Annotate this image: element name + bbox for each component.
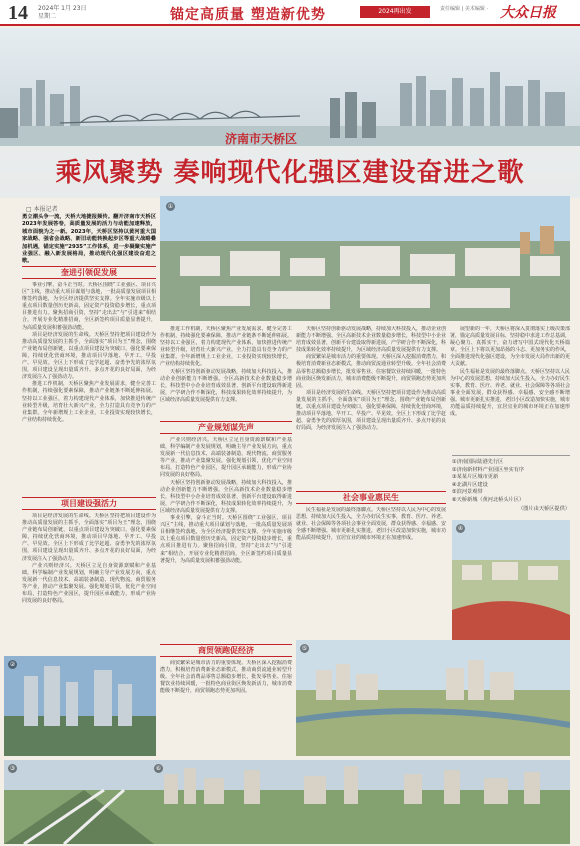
newspaper-logo: 大众日报	[500, 5, 556, 21]
caption-item: ①济南国际陆港先行区	[452, 459, 504, 465]
column-text: 民生福祉是发展的最终落脚点。天桥区坚持以人民为中心的发展思想，持续加大民生投入，全力办好民生实事，教育、医疗、养老、就业、社会保障等各项社会事业全面发展，群众获得感、幸福感、安全感不断增强。城市更新扎实推进，老旧小区改造加快实施，城市功能品质持续提升，宜居宜业的城市环境正在加速形成。	[296, 507, 446, 542]
page-number: 14	[8, 2, 28, 24]
section-heading-3: 产业规划谋先声	[160, 421, 292, 434]
gallery-number: ③	[9, 765, 16, 772]
column-text: 推进工作机制，天桥区聚焦产业发展需求，健全完善工作机制，持续强化要素保障，推动产业链条不断延伸拓展。坚持以工业强区，着力构建现代产业体系，加快推进传统产业转型升级，培育壮大新兴产业，全力打造具有竞争力的产业集群。全年新增规上工业企业，工业投资实现较快增长，产业结构持续优化。	[160, 326, 292, 368]
column-text: 商贸繁荣是城市活力的重要体现。天桥区深入挖掘消费潜力，积极培育消费新业态新模式，推动商贸流通业转型升级。全年社会消费品零售总额稳步增长，批发零售业、住宿餐饮业持续回暖，一批特色商业街区焕发新活力，城市消费能级不断提升，商贸领跑态势更加巩固。	[160, 660, 292, 695]
masthead	[0, 0, 580, 26]
article-column-3a	[296, 326, 446, 486]
reporter-byline: □ 本报记者	[26, 206, 58, 213]
gallery-number: ②	[9, 661, 16, 668]
photo-new-district	[296, 640, 570, 756]
article-column-4	[450, 326, 570, 452]
caption-item: ②济南新材料产业园区坐实有序	[452, 466, 525, 473]
caption-item: ③某某片区城市更新	[452, 474, 499, 480]
photo-caption-box	[452, 455, 570, 514]
column-text: 项目是经济发展的生命线。天桥区坚持把项目建设作为推动高质量发展的主抓手，全面落实“项目为王”理念，围绕产业链布局创新链，以重点项目建设为突破口，强化要素保障，持续优化营商环境，推动项目早落地、早开工、早投产、早见效。全区上下形成了比学赶超、奋勇争先的浓厚氛围，项目建设呈现出量质齐升、多点开花的良好局面，为经济发展注入了强劲动力。	[22, 331, 156, 381]
caption-item: ⑥天桥新城（黄河北桥头片区）	[452, 496, 525, 503]
article-column-2b	[160, 437, 292, 639]
photo-city-towers	[4, 656, 156, 756]
issue-date: 2024年 1月 23日	[38, 5, 87, 12]
gallery-number: ⑥	[155, 765, 162, 772]
hero-banner	[0, 28, 580, 198]
section-heading-5: 社会事业惠民生	[296, 491, 446, 504]
column-text: 产业兴则经济兴。天桥区立足自身资源禀赋和产业基础，科学编制产业发展规划，明确主导产业发展方向，重点发展新一代信息技术、高端装备制造、现代物流、商贸服务等产业，推动产业集聚发展。强化规划引领，优化产业空间布局，打造特色产业园区，提升园区承载能力，形成产业协同发展的良好格局。	[160, 437, 292, 479]
section-heading-2: 项目建设强活力	[22, 497, 156, 510]
column-text: 商贸繁荣是城市活力的重要体现。天桥区深入挖掘消费潜力，积极培育消费新业态新模式，推动商贸流通业转型升级。全年社会消费品零售总额稳步增长，批发零售业、住宿餐饮业持续回暖，一批特色商业街区焕发新活力，城市消费能级不断提升，商贸领跑态势更加巩固。	[296, 354, 446, 389]
column-text: 天桥区坚持创新驱动发展战略，持续加大科技投入，推动企业创新能力不断增强。全区高新技术企业数量稳步增长，科技型中小企业培育成效显著，创新平台建设取得新进展，产学研合作不断深化，科技成果转化效率持续提升，为区域经济高质量发展提供有力支撑。	[160, 368, 292, 403]
column-text: 展望新的一年，天桥区将深入贯彻落实上级决策部署，锚定高质量发展目标，坚持稳中求进工作总基调，凝心聚力、真抓实干，奋力谱写中国式现代化天桥篇章。全区上下将以更加昂扬的斗志、更加务实的作风，全面推进现代化强区建设，为全市发展大局作出新的更大贡献。	[450, 326, 570, 368]
article-column-1a	[22, 282, 156, 492]
gallery-number: ⑤	[301, 645, 308, 652]
article-column-2a	[160, 326, 292, 424]
column-text: 项目是经济发展的生命线。天桥区坚持把项目建设作为推动高质量发展的主抓手，全面落实“项目为王”理念，围绕产业链布局创新链，以重点项目建设为突破口，强化要素保障，持续优化营商环境，推动项目早落地、早开工、早投产、早见效。全区上下形成了比学赶超、奋勇争先的浓厚氛围，项目建设呈现出量质齐升、多点开花的良好局面，为经济发展注入了强劲动力。	[296, 389, 446, 432]
article-column-2c	[160, 660, 292, 756]
caption-credit: （图片由天桥区提供）	[518, 506, 570, 512]
page-slogan: 锚定高质量 塑造新优势	[170, 7, 326, 23]
editor-credit: 责任编辑 | 美术编辑 ·	[440, 6, 489, 12]
column-text: 事业引擎，奋斗正当时。天桥区围绕“工业强区、项目兴区”主线，推动重大项目谋划与落地，一批高质量发展项目相继签约落地，为全区经济提供坚实支撑。全年实施市级以上重点项目数量创历史新高，固定资产投资稳步增长，重点项目推进有力。聚焦招商引资，坚持“走出去”与“引进来”相结合，开展专业化精准招商，全区新签约项目质量显著提升，为高质量发展积蓄强劲动能。	[160, 515, 292, 564]
hero-subtitle: 济南市天桥区	[225, 132, 298, 146]
page-headline: 乘风聚势 奏响现代化强区建设奋进之歌	[55, 158, 525, 188]
photo-aerial-district	[160, 196, 570, 321]
column-text: 项目是经济发展的生命线。天桥区坚持把项目建设作为推动高质量发展的主抓手，全面落实“项目为王”理念，围绕产业链布局创新链，以重点项目建设为突破口，强化要素保障，持续优化营商环境，推动项目早落地、早开工、早投产、早见效。全区上下形成了比学赶超、奋勇争先的浓厚氛围，项目建设呈现出量质齐升、多点开花的良好局面，为经济发展注入了强劲动力。	[22, 513, 156, 562]
issue-weekday: 星期二	[38, 13, 57, 20]
column-text: 天桥区坚持创新驱动发展战略，持续加大科技投入，推动企业创新能力不断增强。全区高新技术企业数量稳步增长，科技型中小企业培育成效显著，创新平台建设取得新进展，产学研合作不断深化，科技成果转化效率持续提升，为区域经济高质量发展提供有力支撑。	[160, 479, 292, 514]
column-text: 推进工作机制，天桥区聚焦产业发展需求，健全完善工作机制，持续强化要素保障，推动产业链条不断延伸拓展。坚持以工业强区，着力构建现代产业体系，加快推进传统产业转型升级，培育壮大新兴产业，全力打造具有竞争力的产业集群。全年新增规上工业企业，工业投资实现较快增长，产业结构持续优化。	[22, 381, 156, 423]
article-column-3b	[296, 507, 446, 637]
column-badge: 2024再出发	[360, 6, 430, 18]
column-text: 产业兴则经济兴。天桥区立足自身资源禀赋和产业基础，科学编制产业发展规划，明确主导产业发展方向，重点发展新一代信息技术、高端装备制造、现代物流、商贸服务等产业，推动产业集聚发展。强化规划引领，优化产业空间布局，打造特色产业园区，提升园区承载能力，形成产业协同发展的良好格局。	[22, 562, 156, 605]
photo-riverside-park	[452, 520, 570, 648]
lead-paragraph: 勇立潮头争一流，天桥大地捷报频传。翻开济南市天桥区2023年发展答卷，高质量发展的活力与动能加速释放，城市面貌为之一新。2023年，天桥区坚持以黄河重大国家战略、强省会战略、新旧动能转换起步区等重大战略叠加机遇，锚定实施“2935”工作体系，进一步凝聚实施产业强区、融入新发展格局，推动现代化强区建设奋进之歌。	[22, 214, 156, 265]
section-heading-1: 奎进引领促发展	[22, 266, 156, 279]
caption-item: ④北湖片区建设	[452, 481, 488, 488]
caption-item: ⑤滨河景观带	[452, 489, 483, 495]
column-text: 民生福祉是发展的最终落脚点。天桥区坚持以人民为中心的发展思想，持续加大民生投入，全力办好民生实事，教育、医疗、养老、就业、社会保障等各项社会事业全面发展，群众获得感、幸福感、安全感不断增强。城市更新扎实推进，老旧小区改造加快实施，城市功能品质持续提升，宜居宜业的城市环境正在加速形成。	[450, 368, 570, 418]
article-column-1b	[22, 513, 156, 653]
column-text: 天桥区坚持创新驱动发展战略，持续加大科技投入，推动企业创新能力不断增强。全区高新技术企业数量稳步增长，科技型中小企业培育成效显著，创新平台建设取得新进展，产学研合作不断深化，科技成果转化效率持续提升，为区域经济高质量发展提供有力支撑。	[296, 326, 446, 354]
column-text: 事业引擎，奋斗正当时。天桥区围绕“工业强区、项目兴区”主线，推动重大项目谋划与落地，一批高质量发展项目相继签约落地，为全区经济提供坚实支撑。全年实施市级以上重点项目数量创历史新高，固定资产投资稳步增长，重点项目推进有力。聚焦招商引资，坚持“走出去”与“引进来”相结合，开展专业化精准招商，全区新签约项目质量显著提升，为高质量发展积蓄强劲动能。	[22, 282, 156, 331]
section-heading-4: 商贸领跑促经济	[160, 644, 292, 657]
gallery-number: ①	[167, 203, 174, 210]
photo-bottom-panorama	[4, 760, 570, 844]
gallery-number: ④	[457, 525, 464, 532]
